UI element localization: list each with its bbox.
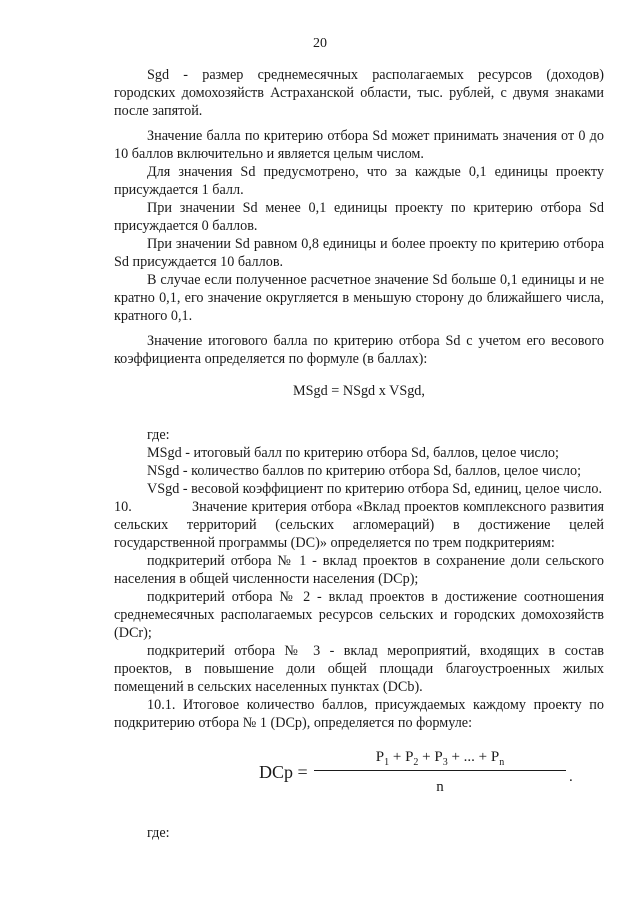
item-10	[114, 498, 604, 552]
page-number: 20	[313, 36, 327, 51]
formula-dcp-lhs: DCp =	[259, 762, 308, 782]
formula-msgd: MSgd = NSgd x VSgd,	[293, 383, 425, 399]
subcriterion-2: подкритерий отбора № 2 - вклад проектов в достижение соотношения среднемесячных располагаемых ресурсов сельских и городских домохозяйств (DCr);	[114, 589, 604, 641]
definition-nsgd: NSgd - количество баллов по критерию отбора Sd, баллов, целое число;	[147, 463, 582, 479]
formula-dcp-fraction-bar	[314, 770, 566, 771]
definition-msgd: MSgd - итоговый балл по критерию отбора Sd, баллов, целое число;	[147, 445, 559, 461]
where-label-1: где:	[147, 427, 170, 443]
formula-dcp-numerator: $P_1 + P_2 + P_3$ + ... + $P_n$	[375, 749, 505, 768]
paragraph-score-min: При значении Sd менее 0,1 единицы проекту по критерию отбора Sd присуждается 0 баллов.	[114, 200, 604, 234]
document-body	[114, 66, 604, 842]
paragraph-rounding: В случае если полученное расчетное значение Sd больше 0,1 единицы и не кратно 0,1, его значение округляется в меньшую сторону до ближайшего числа, кратного 0,1.	[114, 272, 604, 324]
paragraph-score-max: При значении Sd равном 0,8 единицы и более проекту по критерию отбора Sd присуждается 10 баллов.	[114, 236, 604, 270]
paragraph-score-range: Значение балла по критерию отбора Sd может принимать значения от 0 до 10 баллов включительно и является целым числом.	[114, 128, 604, 162]
formula-dcp-denominator: n	[436, 779, 444, 795]
paragraph-score-step: Для значения Sd предусмотрено, что за каждые 0,1 единицы проекту присуждается 1 балл.	[114, 164, 604, 198]
item-10-1-text: 10.1. Итоговое количество баллов, присуждаемых каждому проекту по подкритерию отбора № 1 (DCp), определяется по формуле:	[114, 697, 604, 731]
formula-dcp	[114, 748, 604, 808]
item-10-number: 10.	[114, 499, 132, 515]
subcriterion-3: подкритерий отбора № 3 - вклад мероприятий, входящих в состав проектов, в повышение доли общей площади благоустроенных жилых помещений в сельских населенных пунктах (DCb).	[114, 643, 604, 695]
item-10-text: Значение критерия отбора «Вклад проектов комплексного развития сельских территорий (сельских агломераций) в достижение целей государственной программы (DC)» определяется по трем подкритериям:	[114, 499, 604, 551]
formula-dcp-end: .	[569, 769, 573, 785]
subcriterion-1: подкритерий отбора № 1 - вклад проектов в сохранение доли сельского населения в общей численности населения (DCp);	[114, 553, 604, 587]
definition-vsgd: VSgd - весовой коэффициент по критерию отбора Sd, единиц, целое число.	[147, 481, 602, 497]
where-label-2: где:	[147, 825, 170, 841]
paragraph-sgd-definition: Sgd - размер среднемесячных располагаемых ресурсов (доходов) городских домохозяйств Астраханской области, тыс. рублей, с двумя знаками после запятой.	[114, 67, 604, 119]
paragraph-final-score-intro: Значение итогового балла по критерию отбора Sd с учетом его весового коэффициента определяется по формуле (в баллах):	[114, 333, 604, 367]
